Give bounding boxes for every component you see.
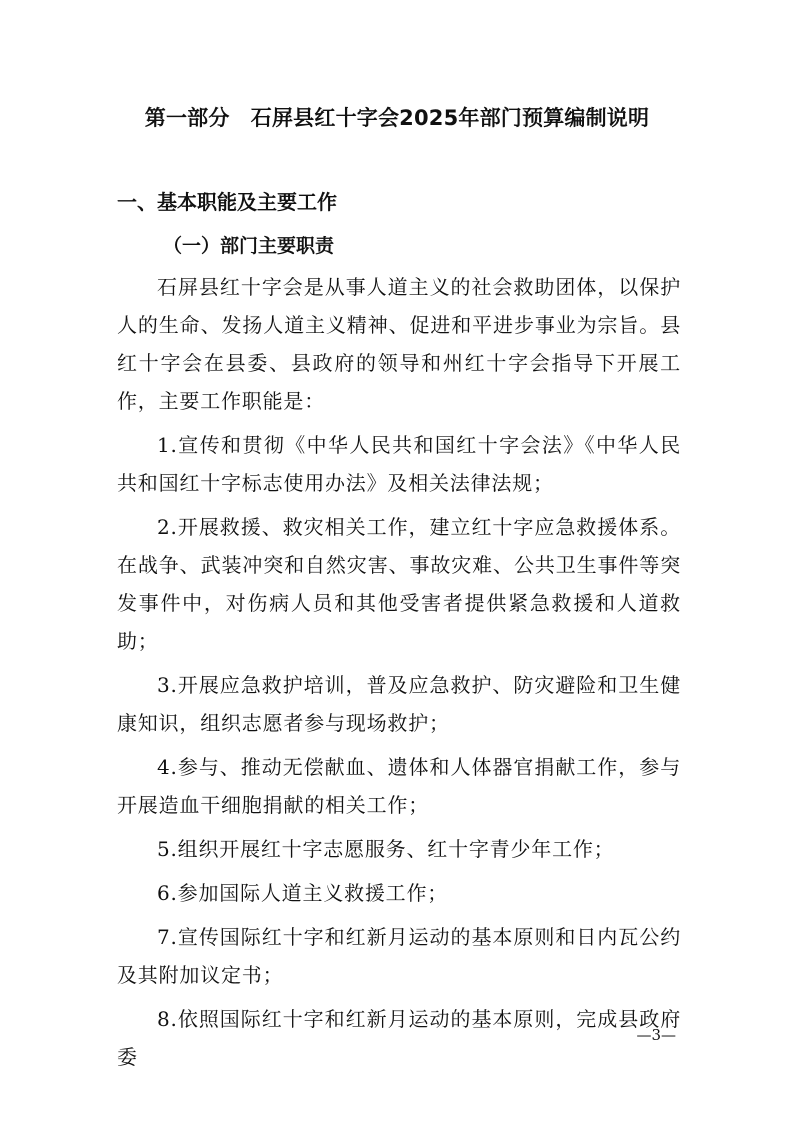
- paragraph-intro: 石屏县红十字会是从事人道主义的社会救助团体，以保护人的生命、发扬人道主义精神、促进和平进步事业为宗旨。县红十字会在县委、县政府的领导和州红十字会指导下开展工作，主要工作职能是：: [117, 275, 681, 413]
- page-number: —3—: [636, 1026, 676, 1044]
- body-text: [117, 268, 681, 1082]
- section-heading: 一、基本职能及主要工作: [117, 190, 337, 214]
- paragraph-item-4: 4.参与、推动无偿献血、遗体和人体器官捐献工作，参与开展造血干细胞捐献的相关工作；: [117, 755, 681, 817]
- paragraph-item-5: 5.组织开展红十字志愿服务、红十字青少年工作；: [157, 837, 615, 861]
- paragraph-item-6: 6.参加国际人道主义救援工作；: [157, 881, 449, 905]
- paragraph-item-7: 7.宣传国际红十字和红新月运动的基本原则和日内瓦公约及其附加议定书；: [117, 925, 681, 987]
- paragraph-item-3: 3.开展应急救护培训，普及应急救护、防灾避险和卫生健康知识，组织志愿者参与现场救护；: [117, 673, 681, 735]
- paragraph-item-8: 8.依照国际红十字和红新月运动的基本原则，完成县政府委: [117, 1007, 681, 1069]
- paragraph-item-1: 1.宣传和贯彻《中华人民共和国红十字会法》《中华人民共和国红十字标志使用办法》及相关法律法规；: [117, 433, 681, 495]
- document-title: 第一部分 石屏县红十字会2025年部门预算编制说明: [144, 106, 650, 130]
- subsection-heading: （一）部门主要职责: [163, 235, 335, 257]
- paragraph-item-2: 2.开展救援、救灾相关工作，建立红十字应急救援体系。在战争、武装冲突和自然灾害、事故灾难、公共卫生事件等突发事件中，对伤病人员和其他受害者提供紧急救援和人道救助；: [117, 515, 681, 653]
